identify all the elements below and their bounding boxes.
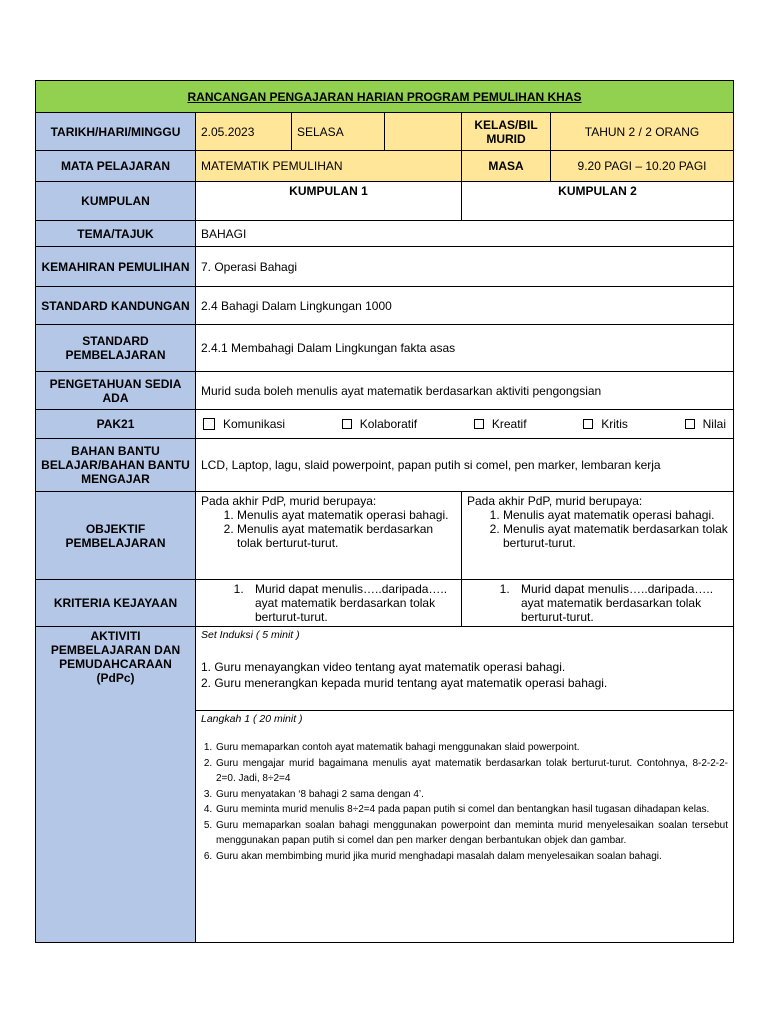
set-induction [196,627,734,711]
objective-group-1: Pada akhir PdP, murid berupaya: 1. Menulis ayat matematik operasi bahagi. 2. Menulis ayat matematik berdasarkan tolak berturut-turut. [196,492,462,580]
class-value: TAHUN 2 / 2 ORANG [551,113,734,151]
success-criteria-label: KRITERIA KEJAYAAN [36,580,196,627]
prior-knowledge-label: PENGETAHUAN SEDIA ADA [36,372,196,410]
group-2-heading: KUMPULAN 2 [462,182,734,221]
time-value: 9.20 PAGI – 10.20 PAGI [551,151,734,182]
set-induction-item: 1. Guru menayangkan video tentang ayat matematik operasi bahagi. [201,660,566,674]
pak21-kolaboratif[interactable]: Kolaboratif [342,417,417,431]
activities-label: AKTIVITI PEMBELAJARAN DAN PEMUDAHCARAAN (PdPc) [36,627,196,943]
skill-value: 7. Operasi Bahagi [196,247,734,287]
objective-item: 1. Menulis ayat matematik operasi bahagi. [503,508,728,522]
content-standard-value: 2.4 Bahagi Dalam Lingkungan 1000 [196,287,734,325]
objective-item: 2. Menulis ayat matematik berdasarkan tolak berturut-turut. [237,522,456,550]
group-label: KUMPULAN [36,182,196,221]
step-1-item: 2. Guru mengajar murid bagaimana menulis ayat matematik berdasarkan tolak berturut-turut. Contohnya, 8-2-2-2-2=0. Jadi, 8÷2=4 [215,756,728,787]
checkbox-icon[interactable] [474,419,484,429]
pak21-komunikasi[interactable]: Komunikasi [203,417,285,431]
subject-value: MATEMATIK PEMULIHAN [196,151,462,182]
subject-label: MATA PELAJARAN [36,151,196,182]
time-label: MASA [462,151,551,182]
day-value: SELASA [292,113,385,151]
date-label: TARIKH/HARI/MINGGU [36,113,196,151]
objective-group-2: Pada akhir PdP, murid berupaya: 1. Menulis ayat matematik operasi bahagi. 2. Menulis ayat matematik berdasarkan tolak berturut-turut. [462,492,734,580]
checkbox-icon[interactable] [203,418,215,430]
objective-label: OBJEKTIF PEMBELAJARAN [36,492,196,580]
learning-standard-label: STANDARD PEMBELAJARAN [36,325,196,372]
teaching-aids-label: BAHAN BANTU BELAJAR/BAHAN BANTU MENGAJAR [36,439,196,492]
document-title: RANCANGAN PENGAJARAN HARIAN PROGRAM PEMULIHAN KHAS [36,81,734,113]
group-1-heading: KUMPULAN 1 [196,182,462,221]
content-standard-label: STANDARD KANDUNGAN [36,287,196,325]
step-1-title: Langkah 1 ( 20 minit ) [201,713,303,725]
lesson-plan-table [35,80,734,943]
checkbox-icon[interactable] [342,419,352,429]
objective-item: 1. Menulis ayat matematik operasi bahagi. [237,508,456,522]
set-induction-title: Set Induksi ( 5 minit ) [201,629,300,641]
pak21-label: PAK21 [36,410,196,439]
pak21-kreatif[interactable]: Kreatif [474,417,527,431]
step-1-item: 5. Guru memaparkan soalan bahagi menggunakan powerpoint dan meminta murid menyelesaikan soalan tersebut menggunakan papan putih si comel dan pen marker dengan berbantukan objek dan gambar. [215,818,728,849]
success-criteria-group-2: 1. Murid dapat menulis…..daripada….. ayat matematik berdasarkan tolak berturut-turut. [462,580,734,627]
learning-standard-value: 2.4.1 Membahagi Dalam Lingkungan fakta asas [196,325,734,372]
set-induction-item: 2. Guru menerangkan kepada murid tentang ayat matematik operasi bahagi. [201,676,608,690]
step-1 [196,711,734,943]
success-criteria-group-1: 1. Murid dapat menulis…..daripada….. ayat matematik berdasarkan tolak berturut-turut. [196,580,462,627]
checkbox-icon[interactable] [685,419,695,429]
theme-value: BAHAGI [196,221,734,247]
pak21-kritis[interactable]: Kritis [583,417,628,431]
prior-knowledge-value: Murid suda boleh menulis ayat matematik berdasarkan aktiviti pengongsian [196,372,734,410]
checkbox-icon[interactable] [583,419,593,429]
step-1-item: 6. Guru akan membimbing murid jika murid menghadapi masalah dalam menyelesaikan soalan bahagi. [215,849,728,865]
pak21-options [196,410,734,439]
step-1-item: 4. Guru meminta murid menulis 8÷2=4 pada papan putih si comel dan bentangkan hasil tugasan dihadapan kelas. [215,802,728,818]
week-value [385,113,462,151]
step-1-item: 3. Guru menyatakan ‘8 bahagi 2 sama dengan 4’. [215,787,728,803]
objective-item: 2. Menulis ayat matematik berdasarkan tolak berturut-turut. [503,522,728,550]
date-value: 2.05.2023 [196,113,292,151]
skill-label: KEMAHIRAN PEMULIHAN [36,247,196,287]
step-1-item: 1. Guru memaparkan contoh ayat matematik bahagi menggunakan slaid powerpoint. [215,740,728,756]
teaching-aids-value: LCD, Laptop, lagu, slaid powerpoint, papan putih si comel, pen marker, lembaran kerja [196,439,734,492]
theme-label: TEMA/TAJUK [36,221,196,247]
class-label: KELAS/BIL MURID [462,113,551,151]
pak21-nilai[interactable]: Nilai [685,417,726,431]
